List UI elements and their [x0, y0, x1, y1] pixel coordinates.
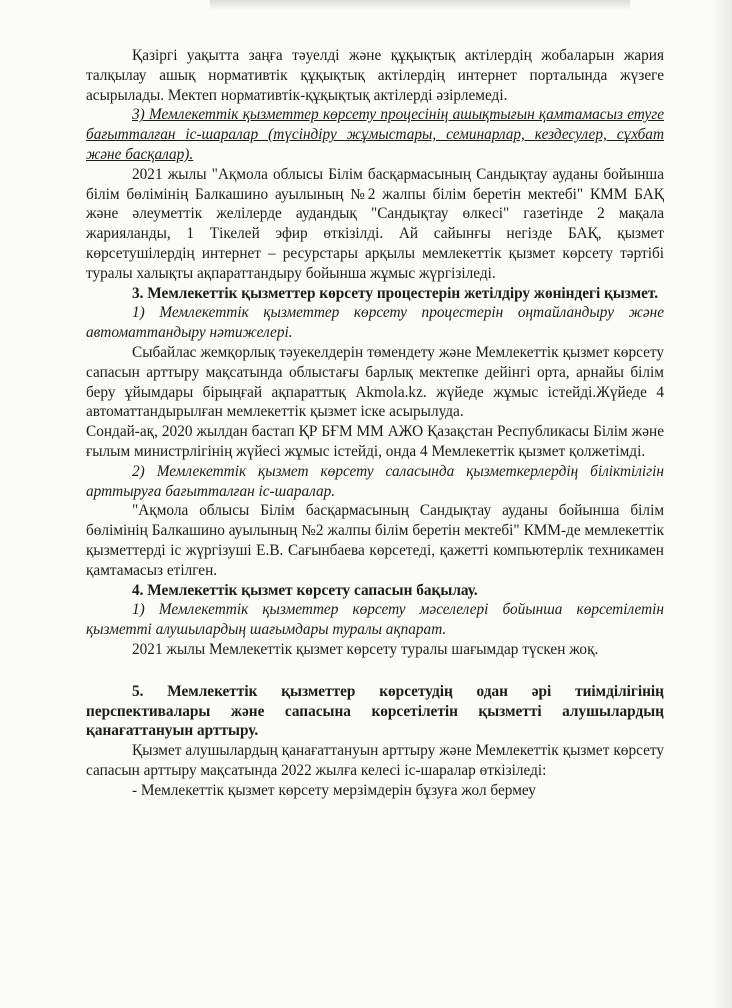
subsection-4-1-heading: 1) Мемлекеттік қызметтер көрсету мәселелері бойынша көрсетілетін қызметті алушылардың шағымдары туралы ақпарат.: [86, 601, 664, 639]
item-3-transparency-heading: 3) Мемлекеттік қызметтер көрсету процесінің ашықтығын қамтамасыз етуге бағытталған іс-шаралар (түсіндіру жұмыстары, семинарлар, кездесулер, сұхбат және басқалар).: [86, 106, 664, 163]
paragraph-public-discussion: Қазіргі уақытта заңға тәуелді және құқықтық актілердің жобаларын жария талқылау ашық нормативтік құқықтық актілердің интернет порталында жүзеге асырылады. Мектеп нормативтік-құқықтық актілерді әзірлемеді.: [86, 47, 664, 104]
scan-edge-shadow: [710, 0, 732, 1008]
section-4-heading: 4. Мемлекеттік қызмет көрсету сапасын бақылау.: [132, 581, 478, 599]
subsection-3-1-heading: 1) Мемлекеттік қызметтер көрсету процестерін оңтайландыру және автоматтандыру нәтижелері.: [86, 304, 664, 342]
subsection-3-2-heading: 2) Мемлекеттік қызмет көрсету саласында қызметкерлердің біліктілігін арттыруға бағытталған іс-шаралар.: [86, 462, 664, 500]
paragraph-automation: Сыбайлас жемқорлық тәуекелдерін төмендету және Мемлекеттік қызмет көрсету сапасын арттыру мақсатында облыстағы барлық мектепке дейінгі орта, арнайы білім беру ұйымдары бірыңғай ақпараттық Akmola.kz. жүйеде жұмыс істейді.Жүйеде 4 автоматтандырылған мемлекеттік қызмет іске асырылуда.: [86, 343, 664, 421]
spacer: [86, 660, 664, 682]
paragraph-complaints: 2021 жылы Мемлекеттік қызмет көрсету туралы шағымдар түскен жоқ.: [132, 640, 599, 658]
document-body: [86, 46, 664, 800]
paragraph-2022-measures: Қызмет алушылардың қанағаттануын арттыру және Мемлекеттік қызмет көрсету сапасын арттыру мақсатында 2022 жылға келесі іс-шаралар өткізіледі:: [86, 742, 664, 779]
scan-artifact-top: [210, 0, 630, 10]
paragraph-ministry-system: Сондай-ақ, 2020 жылдан бастап ҚР БҒМ ММ АЖО Қазақстан Республикасы Білім және ғылым министрлігінің жүйесі жұмыс істейді, онда 4 Мемлекеттік қызмет қолжетімді.: [86, 423, 664, 460]
section-5-heading: 5. Мемлекеттік қызметтер көрсетудің одан әрі тиімділігінің перспективалары және сапасына көрсетілетін қызметті алушылардың қанағаттануын арттыру.: [86, 682, 664, 740]
section-3-heading: 3. Мемлекеттік қызметтер көрсету процестерін жетілдіру жөніндегі қызмет.: [132, 284, 659, 302]
paragraph-media-2021: 2021 жылы "Ақмола облысы Білім басқармасының Сандықтау ауданы бойынша білім бөлімінің Балкашино ауылының №2 жалпы білім беретін мектебі" КММ БАҚ және әлеуметтік желілерде аудандық "Сандықтау өлкесі" газетінде 2 мақала жарияланды, 1 Тікелей эфир өткізілді. Ай сайынғы негізде БАҚ, қызмет көрсетушілердің интернет – ресурстары арқылы мемлекеттік қызмет көрсету тәртібі туралы халықты ақпараттандыру бойынша жұмыс жүргізіледі.: [86, 165, 664, 282]
paragraph-staff: "Ақмола облысы Білім басқармасының Сандықтау ауданы бойынша білім бөлімінің Балкашино ауылының №2 жалпы білім беретін мектебі" КММ-де мемлекеттік қызметтерді іс жүргізуші Е.В. Сағынбаева көрсетеді, қажетті компьютерлік техникамен қамтамасыз етілген.: [86, 502, 664, 579]
bullet-deadlines: - Мемлекеттік қызмет көрсету мерзімдерін бұзуға жол бермеу: [132, 781, 536, 799]
